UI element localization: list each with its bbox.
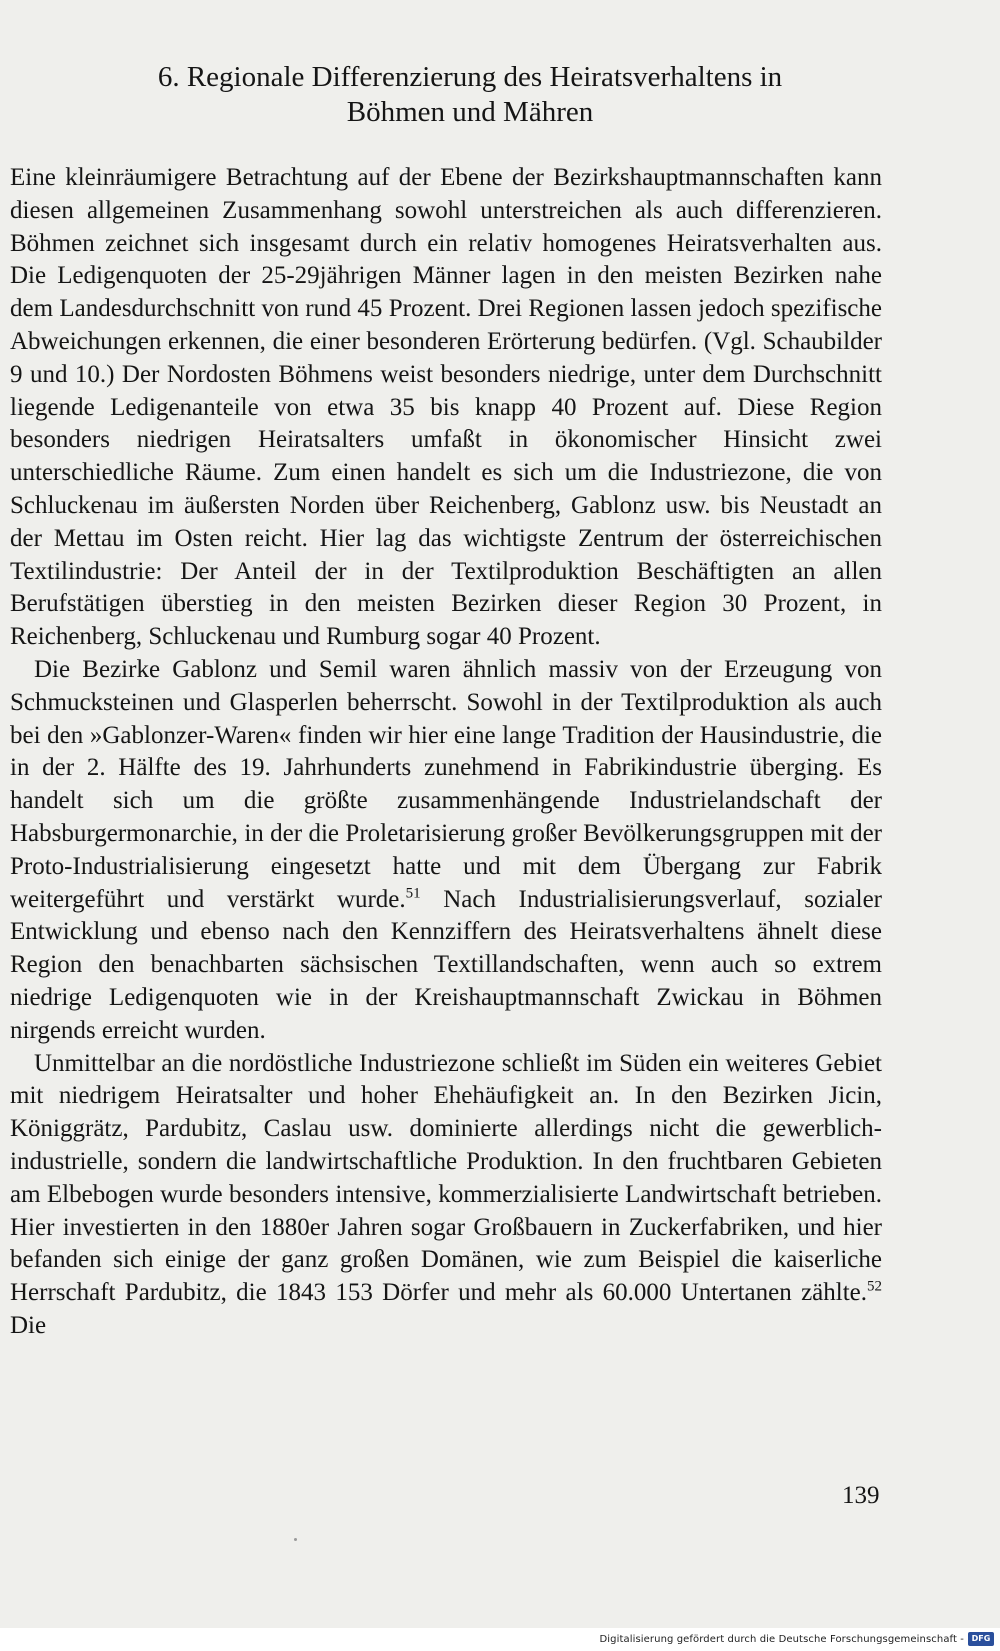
paragraph-2 bbox=[10, 654, 882, 1048]
section-heading bbox=[60, 60, 880, 130]
paragraph-3-text: Unmittelbar an die nordöstliche Industriezone schließt im Süden ein weiteres Gebiet mit niedrigem Heiratsalter und hoher Ehehäufigkeit an. In den Bezirken Jicin, Königgrätz, Pardubitz, Caslau usw. dominierte allerdings nicht die gewerblich-industrielle, sondern die landwirtschaftliche Produktion. In den fruchtbaren Gebieten am Elbebogen wurde besonders intensive, kommerzialisierte Landwirtschaft betrieben. Hier investierten in den 1880er Jahren sogar Großbauern in Zuckerfabriken, und hier befanden sich einige der ganz großen Domänen, wie zum Beispiel die kaiserliche Herrschaft Pardubitz, die 1843 153 Dörfer und mehr als 60.000 Untertanen zählte. bbox=[10, 1049, 882, 1307]
paragraph-3 bbox=[10, 1048, 882, 1343]
digitization-credit: Digitalisierung gefördert durch die Deutsche Forschungsgemeinschaft - bbox=[599, 1634, 964, 1645]
section-heading-line-2: Böhmen und Mähren bbox=[346, 96, 594, 128]
scan-speck bbox=[294, 1538, 297, 1541]
page-number: 139 bbox=[842, 1482, 880, 1509]
paragraph-2-tail: Nach Industrialisierungsverlauf, sozialer Entwicklung und ebenso nach den Kennziffern des Heiratsverhaltens ähnelt diese Region den benachbarten sächsischen Textillandschaften, wenn auch so extrem niedrige Ledigenquoten wie in der Kreishauptmannschaft Zwickau in Böhmen nirgends erreicht wurden. bbox=[10, 885, 882, 1044]
section-heading-line-1: 6. Regionale Differenzierung des Heiratsverhaltens in bbox=[157, 61, 783, 93]
footnote-ref-51[interactable]: 51 bbox=[405, 885, 421, 902]
body-text bbox=[10, 162, 882, 1343]
dfg-logo-icon: DFG bbox=[968, 1632, 994, 1646]
paragraph-3-tail: Die bbox=[10, 1311, 47, 1339]
paragraph-1 bbox=[10, 162, 882, 654]
paragraph-1-text: Eine kleinräumigere Betrachtung auf der Ebene der Bezirkshauptmannschaften kann diesen allgemeinen Zusammenhang sowohl unterstreichen als auch differenzieren. Böhmen zeichnet sich insgesamt durch ein relativ homogenes Heiratsverhalten aus. Die Ledigenquoten der 25-29jährigen Männer lagen in den meisten Bezirken nahe dem Landesdurchschnitt von rund 45 Prozent. Drei Regionen lassen jedoch spezifische Abweichungen erkennen, die einer besonderen Erörterung bedürfen. (Vgl. Schaubilder 9 und 10.) Der Nordosten Böhmens weist besonders niedrige, unter dem Durchschnitt liegende Ledigenanteile von etwa 35 bis knapp 40 Prozent auf. Diese Region besonders niedrigen Heiratsalters umfaßt in ökonomischer Hinsicht zwei unterschiedliche Räume. Zum einen handelt es sich um die Industriezone, die von Schluckenau im äußersten Norden über Reichenberg, Gablonz usw. bis Neustadt an der Mettau im Osten reicht. Hier lag das wichtigste Zentrum der österreichischen Textilindustrie: Der Anteil der in der Textilproduktion Beschäftigten an allen Berufstätigen überstieg in den meisten Bezirken dieser Region 30 Prozent, in Reichenberg, Schluckenau und Rumburg sogar 40 Prozent. bbox=[10, 164, 882, 651]
footnote-ref-52[interactable]: 52 bbox=[867, 1278, 882, 1295]
paragraph-2-text: Die Bezirke Gablonz und Semil waren ähnlich massiv von der Erzeugung von Schmucksteinen und Glasperlen beherrscht. Sowohl in der Textilproduktion als auch bei den »Gablonzer-Waren« finden wir hier eine lange Tradition der Hausindustrie, die in der 2. Hälfte des 19. Jahrhunderts zunehmend in Fabrikindustrie überging. Es handelt sich um die größte zusammenhängende Industrielandschaft der Habsburgermonarchie, in der die Proletarisierung großer Bevölkerungsgruppen mit der Proto-Industrialisierung eingesetzt hatte und mit dem Übergang zur Fabrik weitergeführt und verstärkt wurde. bbox=[10, 655, 882, 913]
